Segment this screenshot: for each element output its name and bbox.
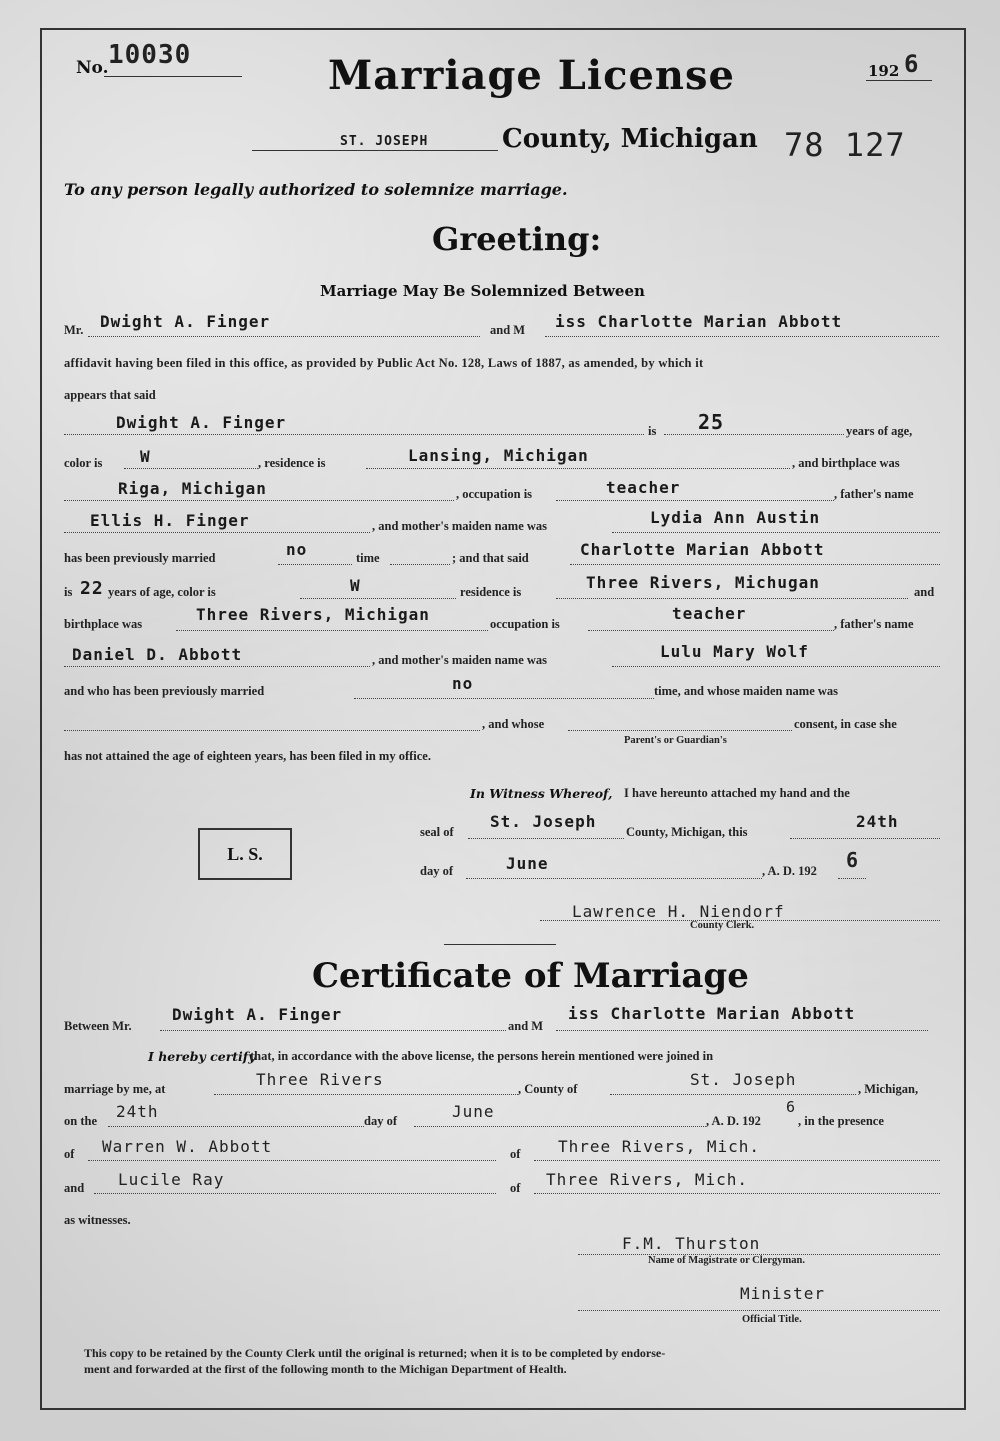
occupation-is-label: , occupation is <box>456 487 533 501</box>
years-color-label: years of age, color is <box>108 585 216 599</box>
mothers-maiden2-label: , and mother's maiden name was <box>372 653 548 667</box>
bride-color-line <box>300 598 456 599</box>
officiant-signature: F.M. Thurston <box>622 1234 761 1253</box>
ls-seal-box <box>198 828 292 880</box>
bride-again-line <box>570 564 940 565</box>
file-number: 78 127 <box>784 126 906 164</box>
appears-line: appears that said <box>64 388 156 402</box>
cert-bride-name: iss Charlotte Marian Abbott <box>568 1004 856 1023</box>
county-michigan-this: County, Michigan, this <box>626 825 748 839</box>
official-title-line <box>578 1310 940 1311</box>
issue-month: June <box>506 854 549 873</box>
michigan-label: , Michigan, <box>858 1082 919 1096</box>
of1-label: of <box>64 1147 75 1161</box>
marriage-month-line <box>414 1126 706 1127</box>
as-witnesses-label: as witnesses. <box>64 1213 131 1227</box>
residence-is-label: , residence is <box>258 456 326 470</box>
witness1-line <box>88 1160 496 1161</box>
county-fill: ST. JOSEPH <box>340 134 429 149</box>
bride-father: Daniel D. Abbott <box>72 645 243 664</box>
license-number-line <box>104 76 242 77</box>
clerk-title: County Clerk. <box>690 920 755 931</box>
fathers-name2-label: , father's name <box>834 617 914 631</box>
who-prev-label: and who has been previously married <box>64 684 265 698</box>
and-m-label: and M <box>490 323 526 337</box>
certificate-title: Certificate of Marriage <box>312 956 749 996</box>
witness2-place: Three Rivers, Mich. <box>546 1170 749 1189</box>
county-line <box>252 150 498 151</box>
witness-rest: I have hereunto attached my hand and the <box>624 786 850 800</box>
cert-groom-name: Dwight A. Finger <box>172 1005 343 1024</box>
witness1-place: Three Rivers, Mich. <box>558 1137 761 1156</box>
bride-name-again: Charlotte Marian Abbott <box>580 540 825 559</box>
license-title: Marriage License <box>328 52 735 99</box>
license-year-prefix: 192 <box>868 62 900 80</box>
groom-prev-married: no <box>286 540 308 559</box>
is-label: is <box>648 424 657 438</box>
cert-groom-line <box>160 1030 506 1031</box>
marriage-place: Three Rivers <box>256 1070 384 1089</box>
county-of-label: , County of <box>518 1082 578 1096</box>
groom-line <box>88 336 480 337</box>
official-title: Minister <box>740 1284 826 1303</box>
time-whose-maiden-label: time, and whose maiden name was <box>654 684 839 698</box>
witness2-place-line <box>534 1193 940 1194</box>
witness1-place-line <box>534 1160 940 1161</box>
ad-label: , A. D. 192 <box>762 864 817 878</box>
bride-residence: Three Rivers, Michugan <box>586 573 820 592</box>
bride-occupation-line <box>588 630 834 631</box>
certify-rest: that, in accordance with the above license, the persons herein mentioned were joined in <box>250 1049 714 1063</box>
cert-and-m-label: and M <box>508 1019 544 1033</box>
bride-prev-married: no <box>452 674 474 693</box>
time-line <box>390 564 450 565</box>
groom-birthplace: Riga, Michigan <box>118 479 267 498</box>
bride-mother: Lulu Mary Wolf <box>660 642 809 661</box>
groom-birthplace-line <box>64 500 454 501</box>
groom-age-line <box>664 434 844 435</box>
of-label-1: of <box>510 1147 521 1161</box>
bride-mother-line <box>612 666 940 667</box>
birthplace-was2-label: birthplace was <box>64 617 143 631</box>
solemnized-subheading: Marriage May Be Solemnized Between <box>320 282 645 300</box>
issue-month-line <box>466 878 762 879</box>
issue-year-digit: 6 <box>846 848 860 872</box>
of-label-2: of <box>510 1181 521 1195</box>
footer-line-1: This copy to be retained by the County Clerk until the original is returned; when it is to be completed by endorse- <box>84 1346 666 1360</box>
ls-label: L. S. <box>227 843 263 864</box>
cert-day-of-label: day of <box>364 1114 397 1128</box>
mothers-maiden-label: , and mother's maiden name was <box>372 519 548 533</box>
and-label: and <box>914 585 935 599</box>
witness1-name: Warren W. Abbott <box>102 1137 273 1156</box>
between-mr-label: Between Mr. <box>64 1019 132 1033</box>
groom-occupation: teacher <box>606 478 681 497</box>
bride-age: 22 <box>80 578 104 599</box>
residence-is2-label: residence is <box>460 585 522 599</box>
groom-residence-line <box>366 468 790 469</box>
groom-father-line <box>64 532 370 533</box>
bride-birthplace: Three Rivers, Michigan <box>196 605 430 624</box>
on-the-label: on the <box>64 1114 97 1128</box>
seal-county: St. Joseph <box>490 812 597 831</box>
bride-residence-line <box>556 598 908 599</box>
birthplace-was-label: , and birthplace was <box>792 456 900 470</box>
issue-year-line <box>838 878 866 879</box>
issue-day-line <box>790 838 940 839</box>
bride-line <box>545 336 939 337</box>
official-title-caption: Official Title. <box>742 1314 802 1325</box>
marriage-day: 24th <box>116 1102 159 1121</box>
is-prefix: is <box>64 585 73 599</box>
hereby-certify-label: I hereby certify <box>148 1049 256 1064</box>
clerk-signature: Lawrence H. Niendorf <box>572 902 785 921</box>
witness2-line <box>94 1193 496 1194</box>
groom-mother-line <box>612 532 940 533</box>
groom-again-line <box>64 434 644 435</box>
groom-name-again: Dwight A. Finger <box>116 413 287 432</box>
salutation: To any person legally authorized to solemnize marriage. <box>64 180 568 199</box>
groom-mother: Lydia Ann Austin <box>650 508 821 527</box>
footer-line-2: ment and forwarded at the first of the following month to the Michigan Department of Health. <box>84 1362 567 1376</box>
time-label: time <box>356 551 380 565</box>
issue-day: 24th <box>856 812 899 831</box>
bride-prev-line <box>354 698 654 699</box>
consent-label: consent, in case she <box>794 717 897 731</box>
cert-year-digit: 6 <box>786 1098 797 1116</box>
license-number-label: No. <box>76 58 109 78</box>
groom-name: Dwight A. Finger <box>100 312 271 331</box>
prev-married-label: has been previously married <box>64 551 216 565</box>
and-witness-label: and <box>64 1181 85 1195</box>
county-label: County, Michigan <box>502 124 758 154</box>
marriage-month: June <box>452 1102 495 1121</box>
marriage-by-me-label: marriage by me, at <box>64 1082 166 1096</box>
consent-line <box>568 730 792 731</box>
color-is-label: color is <box>64 456 103 470</box>
and-that-said-label: ; and that said <box>452 551 529 565</box>
year-line <box>866 80 932 81</box>
groom-color: W <box>140 447 151 466</box>
witness-whereof-label: In Witness Whereof, <box>470 786 613 801</box>
cert-bride-line <box>556 1030 928 1031</box>
maiden-name-line <box>64 730 480 731</box>
groom-occupation-line <box>556 500 834 501</box>
occupation-is2-label: occupation is <box>490 617 560 631</box>
marriage-place-line <box>214 1094 518 1095</box>
not-attained-line: has not attained the age of eighteen years, has been filed in my office. <box>64 749 431 763</box>
bride-color: W <box>350 576 361 595</box>
bride-name: iss Charlotte Marian Abbott <box>555 312 843 331</box>
fathers-name-label: , father's name <box>834 487 914 501</box>
cert-ad-label: , A. D. 192 <box>706 1114 761 1128</box>
greeting-heading: Greeting: <box>432 220 602 258</box>
section-divider <box>444 944 556 945</box>
license-year-digit: 6 <box>904 50 920 78</box>
in-presence-label: , in the presence <box>798 1114 884 1128</box>
bride-father-line <box>64 666 370 667</box>
years-of-age-label: years of age, <box>846 424 913 438</box>
groom-color-line <box>124 468 258 469</box>
officiant-caption: Name of Magistrate or Clergyman. <box>648 1255 805 1266</box>
mr-label: Mr. <box>64 323 84 337</box>
groom-residence: Lansing, Michigan <box>408 446 589 465</box>
seal-of-label: seal of <box>420 825 454 839</box>
and-whose-label: , and whose <box>482 717 545 731</box>
groom-age: 25 <box>698 410 725 434</box>
witness2-name: Lucile Ray <box>118 1170 225 1189</box>
seal-county-line <box>468 838 624 839</box>
marriage-county-line <box>610 1094 856 1095</box>
parents-guardians-caption: Parent's or Guardian's <box>624 735 727 746</box>
license-number: 10030 <box>108 40 192 70</box>
groom-father: Ellis H. Finger <box>90 511 250 530</box>
groom-prev-line <box>278 564 352 565</box>
day-of-label: day of <box>420 864 453 878</box>
bride-birthplace-line <box>176 630 488 631</box>
marriage-day-line <box>108 1126 364 1127</box>
bride-occupation: teacher <box>672 604 747 623</box>
affidavit-line: affidavit having been filed in this office, as provided by Public Act No. 128, Laws of 1887, as amended, by which it <box>64 356 704 370</box>
marriage-county: St. Joseph <box>690 1070 797 1089</box>
